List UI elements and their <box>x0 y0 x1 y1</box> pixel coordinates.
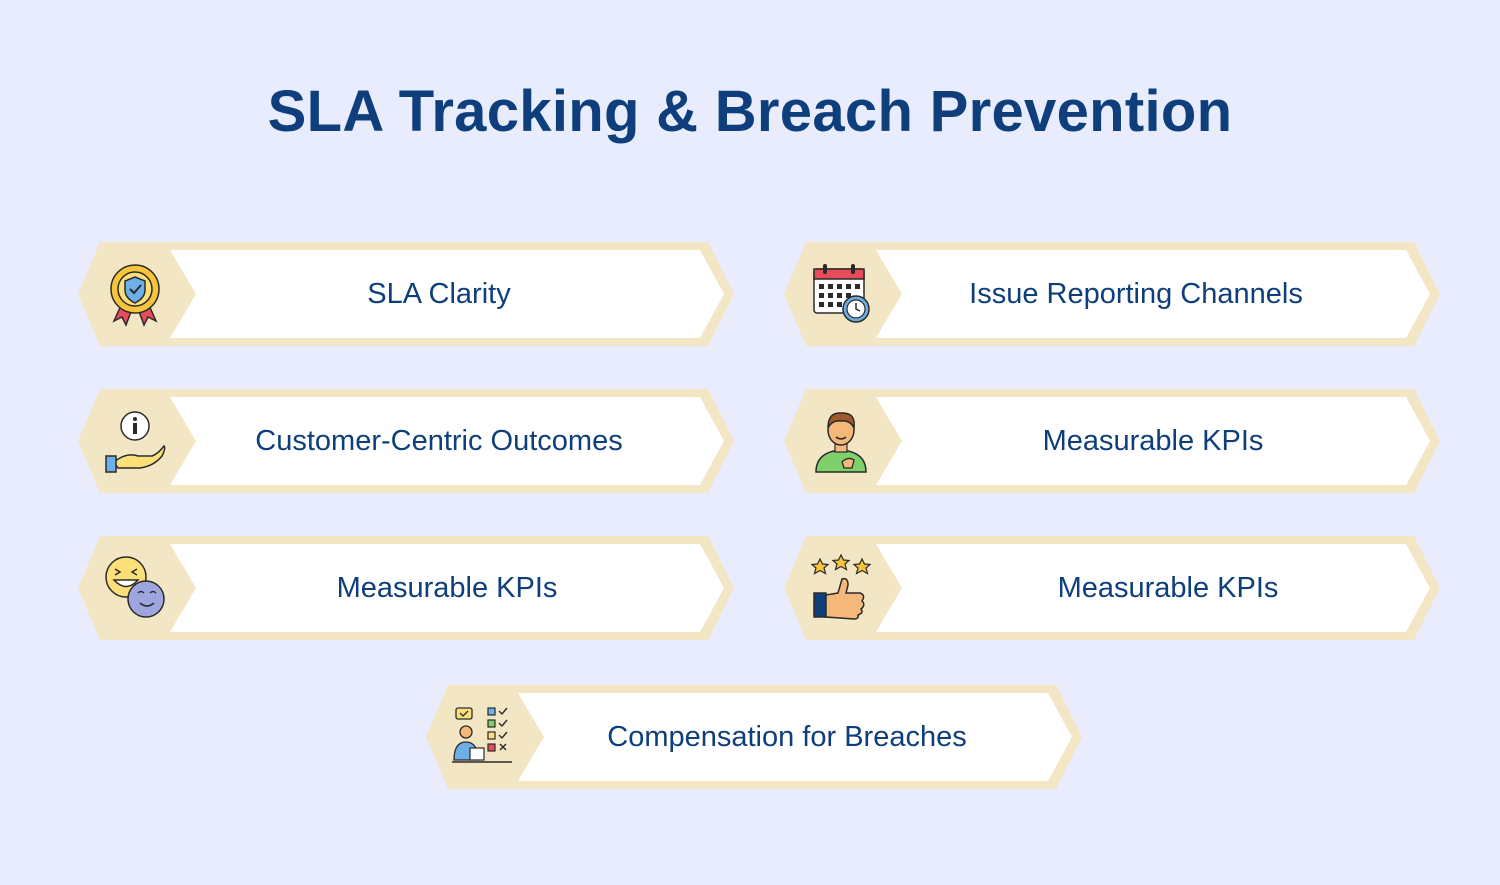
card-measurable-kpis-1 <box>784 389 1440 493</box>
thumbs-up-stars-icon <box>806 553 876 623</box>
card-label: SLA Clarity <box>367 278 511 310</box>
card-measurable-kpis-2 <box>78 536 734 640</box>
info-hand-icon <box>100 406 170 476</box>
card-label: Measurable KPIs <box>336 572 558 604</box>
card-label: Measurable KPIs <box>1057 572 1279 604</box>
card-label: Compensation for Breaches <box>607 721 967 753</box>
laughing-faces-icon <box>100 553 170 623</box>
person-icon <box>806 406 876 476</box>
card-label: Customer-Centric Outcomes <box>255 425 623 457</box>
page-title: SLA Tracking & Breach Prevention <box>267 79 1233 144</box>
award-badge-icon <box>100 259 170 329</box>
card-sla-clarity <box>78 242 734 346</box>
checklist-person-icon <box>448 702 518 772</box>
card-compensation-for-breaches <box>426 685 1082 789</box>
card-label: Measurable KPIs <box>1042 425 1264 457</box>
calendar-clock-icon <box>806 259 876 329</box>
card-measurable-kpis-3 <box>784 536 1440 640</box>
card-customer-centric-outcomes <box>78 389 734 493</box>
card-issue-reporting-channels <box>784 242 1440 346</box>
card-label: Issue Reporting Channels <box>969 278 1303 310</box>
